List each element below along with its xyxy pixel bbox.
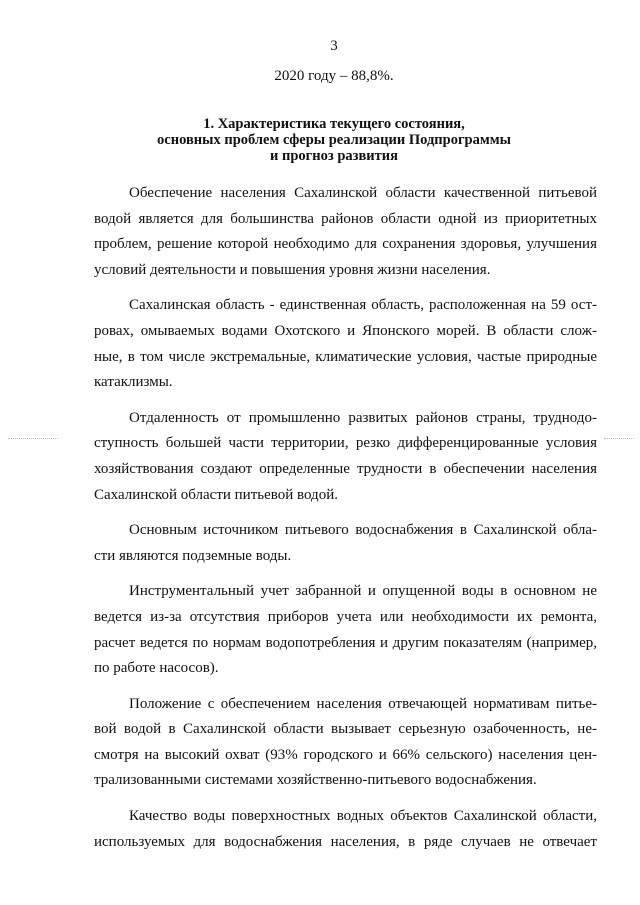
intro-line: 2020 году – 88,8%. xyxy=(274,68,394,84)
paragraph xyxy=(94,804,597,855)
text-line: по работе насосов). xyxy=(94,660,219,677)
text-line: Сахалинской области питьевой водой. xyxy=(94,486,338,503)
text-line: смотря на высокий охват (93% городского и 66% сельского) населения цен- xyxy=(94,746,597,763)
scan-artifact-right xyxy=(604,438,634,441)
text-line: Сахалинская область - единственная область, расположенная на 59 ост- xyxy=(129,297,597,314)
text-line: трализованными системами хозяйственно-питьевого водоснабжения. xyxy=(94,772,537,789)
text-line: Инструментальный учет забранной и опущенной воды в основном не xyxy=(129,583,597,600)
text-line: ровах, омываемых водами Охотского и Японского морей. В области слож- xyxy=(94,322,597,339)
text-line: хозяйствования создают определенные трудности в обеспечении населения xyxy=(94,460,597,477)
text-line: ступность большей части территории, резко дифференцированные условия xyxy=(94,435,597,452)
text-line: ные, в том числе экстремальные, климатические условия, частые природные xyxy=(94,348,597,365)
paragraph xyxy=(94,406,597,508)
scan-artifact-left xyxy=(8,438,58,441)
paragraph xyxy=(94,293,597,395)
text-line: вой водой в Сахалинской области вызывает серьезную озабоченность, не- xyxy=(94,721,597,738)
heading-line-1: 1. Характеристика текущего состояния, xyxy=(203,116,465,132)
paragraph xyxy=(94,579,597,681)
text-line: Обеспечение населения Сахалинской области качественной питьевой xyxy=(129,185,597,201)
text-line: Положение с обеспечением населения отвечающей нормативам питье- xyxy=(129,695,597,712)
body-text xyxy=(94,181,597,865)
section-heading xyxy=(0,116,640,164)
text-line: сти являются подземные воды. xyxy=(94,547,292,564)
text-line: проблем, решение которой необходимо для сохранения здоровья, улучшения xyxy=(94,236,597,253)
heading-line-3: и прогноз развития xyxy=(270,148,398,164)
text-line: Основным источником питьевого водоснабжения в Сахалинской обла- xyxy=(129,522,597,539)
text-line: ведется из-за отсутствия приборов учета или необходимости их ремонта, xyxy=(94,608,597,625)
text-line: Качество воды поверхностных водных объектов Сахалинской области, xyxy=(129,808,597,825)
text-line: условий деятельности и повышения уровня жизни населения. xyxy=(94,261,491,278)
page-number: 3 xyxy=(330,38,338,54)
paragraph xyxy=(94,181,597,283)
paragraph xyxy=(94,692,597,794)
text-line: катаклизмы. xyxy=(94,374,173,391)
text-line: Отдаленность от промышленно развитых районов страны, труднодо- xyxy=(129,409,597,426)
heading-line-2: основных проблем сферы реализации Подпрограммы xyxy=(157,132,511,148)
text-line: расчет ведется по нормам водопотребления и другим показателям (например, xyxy=(94,634,597,651)
text-line: используемых для водоснабжения населения, в ряде случаев не отвечает xyxy=(94,833,597,850)
paragraph xyxy=(94,518,597,569)
text-line: водой является для большинства районов области одной из приоритетных xyxy=(94,210,597,227)
